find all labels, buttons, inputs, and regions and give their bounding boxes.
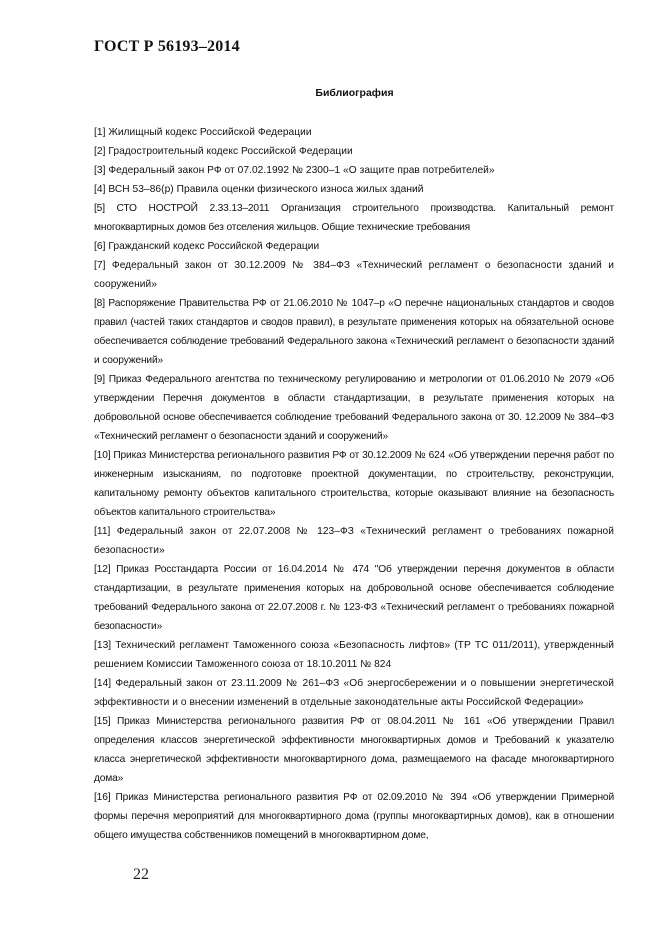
bibliography-entry: [1] Жилищный кодекс Российской Федерации: [94, 127, 312, 138]
bibliography-entry: [8] Распоряжение Правительства РФ от 21.06.2010 № 1047–р «О перечне национальных стандартов и сводов правил (частей таких стандартов и сводов правил), в результате применения которых на обязательной основе обеспечивается соблюдение требований Федерального закона «Технический регламент о безопасности зданий и сооружений»: [94, 298, 614, 366]
bibliography-entry: [11] Федеральный закон от 22.07.2008 № 123–ФЗ «Технический регламент о требованиях пожарной безопасности»: [94, 526, 614, 556]
bibliography-entry: [5] СТО НОСТРОЙ 2.33.13–2011 Организация строительного производства. Капитальный ремонт многоквартирных домов без отселения жильцов. Общие технические требования: [94, 203, 614, 233]
bibliography-entry: [14] Федеральный закон от 23.11.2009 № 261–ФЗ «Об энергосбережении и о повышении энергетической эффективности и о внесении изменений в отдельные законодательные акты Российской Федерации»: [94, 678, 614, 708]
bibliography-heading: Библиография: [315, 87, 394, 99]
bibliography-entry: [4] ВСН 53–86(р) Правила оценки физического износа жилых зданий: [94, 184, 424, 195]
bibliography-entry: [15] Приказ Министерства регионального развития РФ от 08.04.2011 № 161 «Об утверждении Правил определения классов энергетической эффективности многоквартирных домов и Требований к указателю класса энергетической эффективности многоквартирного дома, размещаемого на фасаде многоквартирного дома»: [94, 716, 614, 784]
bibliography-entry: [7] Федеральный закон от 30.12.2009 № 384–ФЗ «Технический регламент о безопасности зданий и сооружений»: [94, 260, 614, 290]
page-number: 22: [133, 866, 149, 883]
document-code-header: ГОСТ Р 56193–2014: [94, 38, 240, 55]
bibliography-list: [94, 123, 614, 845]
bibliography-entry: [6] Гражданский кодекс Российской Федерации: [94, 241, 320, 252]
bibliography-entry: [9] Приказ Федерального агентства по техническому регулированию и метрологии от 01.06.2010 № 2079 «Об утверждении Перечня документов в области стандартизации, в результате применения которых на добровольной основе обеспечивается соблюдение требований Федерального закона от 30. 12.2009 № 384–ФЗ «Технический регламент о безопасности зданий и сооружений»: [94, 374, 614, 442]
bibliography-entry: [12] Приказ Росстандарта России от 16.04.2014 № 474 "Об утверждении перечня документов в области стандартизации, в результате применения которых на добровольной основе обеспечивается соблюдение требований Федерального закона от 22.07.2008 г. № 123-ФЗ «Технический регламент о требованиях пожарной безопасности»: [94, 564, 614, 632]
bibliography-entry: [2] Градостроительный кодекс Российской Федерации: [94, 146, 353, 157]
bibliography-entry: [13] Технический регламент Таможенного союза «Безопасность лифтов» (ТР ТС 011/2011), утвержденный решением Комиссии Таможенного союза от 18.10.2011 № 824: [94, 640, 614, 670]
bibliography-entry: [16] Приказ Министерства регионального развития РФ от 02.09.2010 № 394 «Об утверждении Примерной формы перечня мероприятий для многоквартирного дома (группы многоквартирных домов), как в отношении общего имущества собственников помещений в многоквартирном доме,: [94, 792, 614, 841]
bibliography-entry: [3] Федеральный закон РФ от 07.02.1992 № 2300–1 «О защите прав потребителей»: [94, 165, 495, 176]
bibliography-entry: [10] Приказ Министерства регионального развития РФ от 30.12.2009 № 624 «Об утверждении перечня работ по инженерным изысканиям, по подготовке проектной документации, по строительству, реконструкции, капитальному ремонту объектов капитального строительства, которые оказывают влияние на безопасность объектов капитального строительства»: [94, 450, 614, 518]
